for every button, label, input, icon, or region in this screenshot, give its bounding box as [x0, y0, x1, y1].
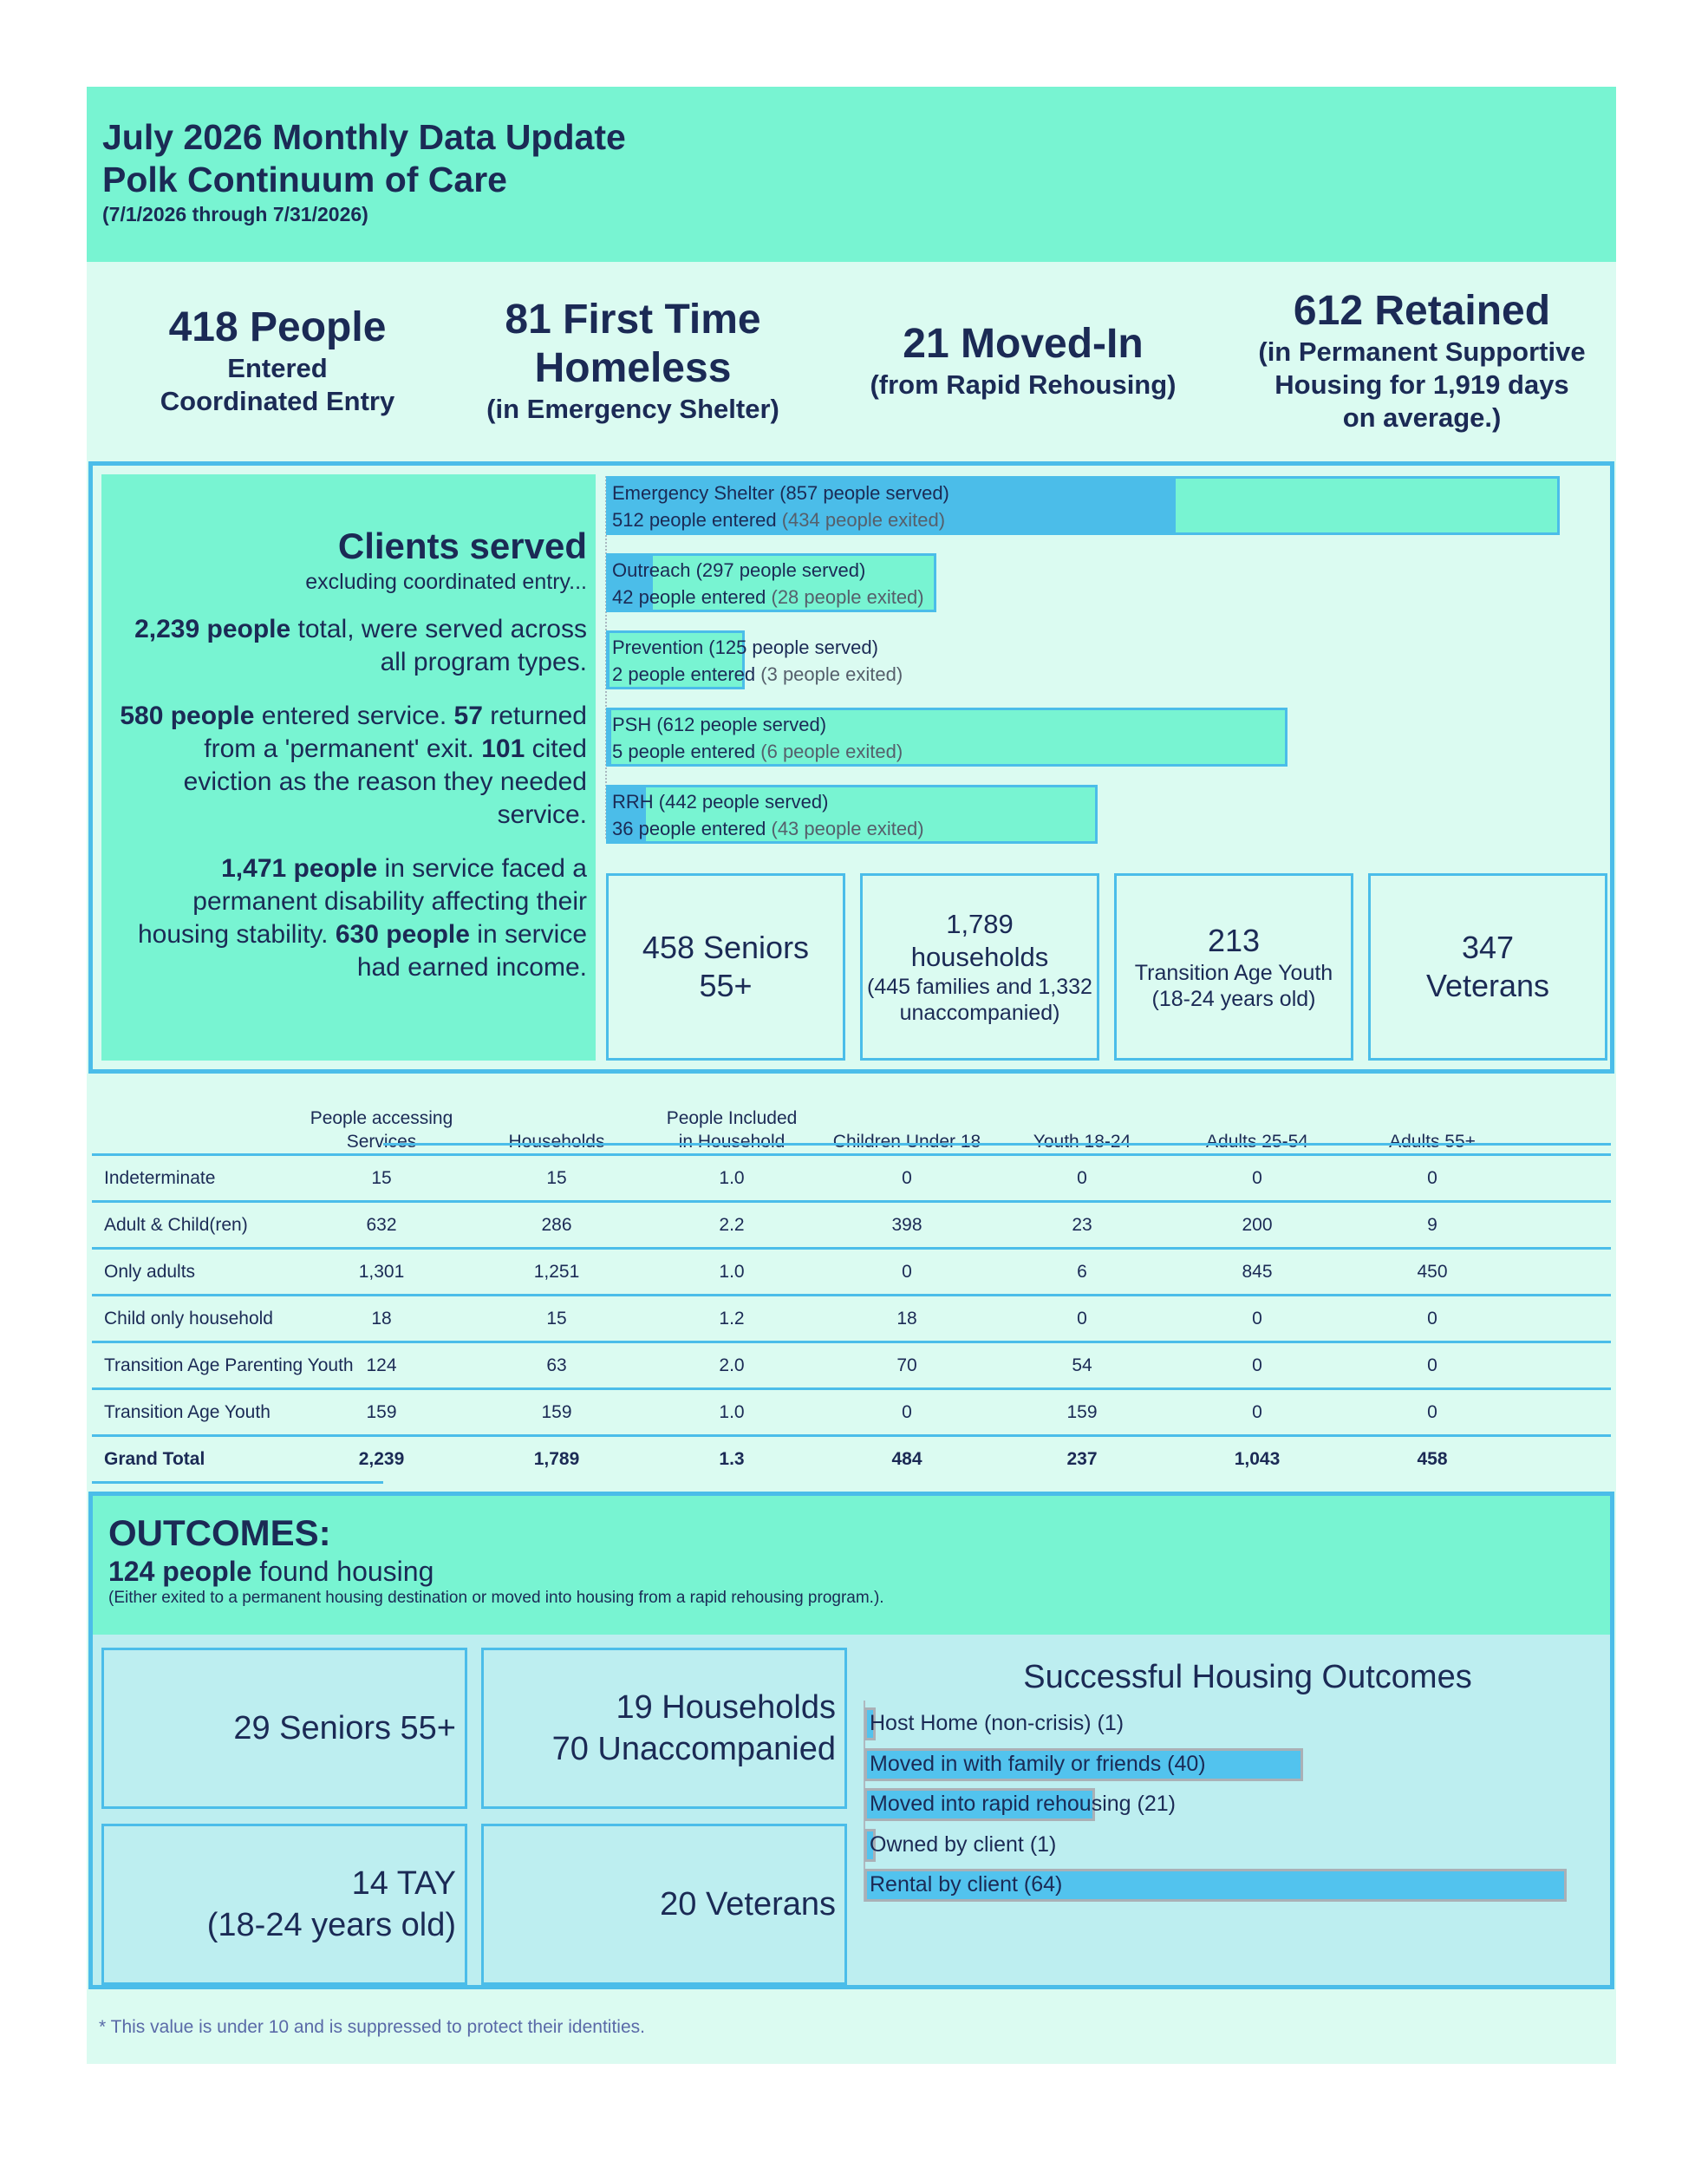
table-cell: 70 — [896, 1355, 917, 1375]
stat-line: 1,789 — [946, 909, 1014, 939]
table-row — [92, 1341, 1611, 1387]
table-cell: 159 — [366, 1402, 397, 1422]
table-row — [92, 1294, 1611, 1341]
stat-line: Veterans — [1425, 968, 1550, 1003]
kpi-row — [87, 262, 1616, 460]
bar-label — [612, 557, 924, 610]
bar-served-label: Emergency Shelter (857 people served) — [612, 482, 949, 504]
table-cell: 1.0 — [719, 1168, 745, 1188]
table-cell: 0 — [1252, 1309, 1262, 1329]
clients-served-summary — [101, 474, 596, 1061]
stat-line: 55+ — [699, 968, 753, 1003]
program-bar-outreach — [606, 553, 936, 612]
outcome-line: 70 Unaccompanied — [551, 1731, 836, 1767]
table-header-rule — [383, 1143, 1611, 1146]
table-cell: 0 — [902, 1262, 912, 1282]
outcome-tay — [101, 1824, 467, 1985]
kpi-moved-in — [850, 262, 1196, 460]
kpi-retained — [1231, 262, 1613, 460]
stat-line: 458 Seniors — [642, 930, 810, 965]
table-cell: 632 — [366, 1215, 397, 1235]
bar-label — [612, 711, 903, 765]
outcomes-header — [93, 1496, 1610, 1635]
table-row-label: Adult & Child(ren) — [104, 1215, 248, 1235]
org-name: Polk Continuum of Care — [102, 160, 507, 199]
outcome-line: 20 Veterans — [660, 1886, 836, 1923]
table-cell: 18 — [371, 1309, 392, 1329]
table-cell: 286 — [541, 1215, 572, 1235]
program-bar-prevention — [606, 630, 903, 689]
kpi-value: 418 People — [168, 304, 387, 350]
table-cell: 0 — [1077, 1168, 1087, 1188]
footnote: * This value is under 10 and is suppressed to protect their identities. — [99, 2017, 645, 2037]
table-cell: 398 — [891, 1215, 922, 1235]
table-cell: 15 — [546, 1309, 567, 1329]
stat-households — [860, 873, 1099, 1061]
table-header-cell: Adults 55+ — [1389, 1132, 1476, 1152]
table-row-label: Child only household — [104, 1309, 273, 1329]
clients-served-heading: Clients served — [337, 526, 587, 566]
bar-served-label: Outreach (297 people served) — [612, 559, 866, 581]
outcome-line: 19 Households — [616, 1689, 836, 1726]
kpi-caption: Entered Coordinated Entry — [160, 353, 395, 416]
outcome-line: 14 TAY — [351, 1865, 456, 1902]
table-cell: 845 — [1242, 1262, 1273, 1282]
table-cell: 2.0 — [719, 1355, 745, 1375]
table-cell: 0 — [1427, 1355, 1437, 1375]
table-cell: 159 — [1066, 1402, 1098, 1422]
outcomes-panel — [88, 1492, 1614, 1989]
table-cell: 15 — [371, 1168, 392, 1188]
program-bar-psh — [606, 708, 1288, 767]
clients-served-subheading: excluding coordinated entry... — [305, 570, 587, 594]
kpi-caption: (from Rapid Rehousing) — [870, 369, 1177, 400]
table-cell: 0 — [1252, 1402, 1262, 1422]
stat-veterans — [1368, 873, 1607, 1061]
program-bar-emergency-shelter — [606, 476, 1560, 535]
outcomes-note: (Either exited to a permanent housing destination or moved into housing from a rapid rehousing program.). — [108, 1589, 884, 1607]
table-cell: 15 — [546, 1168, 567, 1188]
table-cell: 159 — [541, 1402, 572, 1422]
kpi-first-time-homeless — [468, 262, 798, 460]
table-row-label: Only adults — [104, 1262, 196, 1282]
housing-bar-label: Moved into rapid rehousing (21) — [870, 1792, 1176, 1816]
kpi-value: 81 First Time Homeless — [505, 297, 761, 391]
outcome-line: 29 Seniors 55+ — [233, 1710, 456, 1746]
outcome-veterans — [481, 1824, 847, 1985]
table-cell: 1,043 — [1234, 1449, 1281, 1469]
bar-label — [612, 788, 924, 842]
stat-line: households — [910, 942, 1049, 972]
table-cell: 0 — [1427, 1309, 1437, 1329]
table-cell: 54 — [1072, 1355, 1092, 1375]
table-cell: 200 — [1242, 1215, 1273, 1235]
table-row-label: Indeterminate — [104, 1168, 216, 1188]
table-cell: 0 — [1252, 1355, 1262, 1375]
housing-bar-label: Host Home (non-crisis) (1) — [870, 1711, 1125, 1735]
stat-line: Transition Age Youth — [1134, 961, 1333, 985]
outcomes-title: OUTCOMES: — [108, 1512, 331, 1553]
report-header — [87, 87, 1616, 262]
stat-line: (18-24 years old) — [1151, 987, 1316, 1011]
table-cell: 484 — [891, 1449, 922, 1469]
table-cell: 23 — [1072, 1215, 1092, 1235]
bar-served-label: RRH (442 people served) — [612, 791, 829, 813]
stat-seniors — [606, 873, 845, 1061]
report-page — [87, 87, 1616, 2064]
report-title: July 2026 Monthly Data Update — [102, 117, 626, 157]
summary-disability: 1,471 people in service faced a permanent disability affecting their housing stability. 630 people in service had earned income. — [137, 854, 587, 982]
stat-line: 347 — [1461, 930, 1515, 965]
table-row — [92, 1387, 1611, 1434]
bar-entered-label: 36 people entered (43 people exited) — [612, 818, 924, 839]
table-cell: 0 — [1427, 1168, 1437, 1188]
table-row — [92, 1200, 1611, 1247]
outcome-seniors — [101, 1648, 467, 1809]
program-bar-rrh — [606, 785, 1098, 844]
bar-entered-label: 512 people entered (434 people exited) — [612, 509, 946, 531]
table-row-label: Transition Age Youth — [104, 1402, 271, 1422]
housing-bar-label: Moved in with family or friends (40) — [870, 1751, 1206, 1776]
table-bottom-rule — [92, 1481, 383, 1484]
housing-bar-label: Owned by client (1) — [870, 1831, 1057, 1857]
summary-total: 2,239 people total, were served across all program types. — [134, 615, 587, 676]
table-cell: 1,251 — [533, 1262, 580, 1282]
table-header-cell: Adults 25-54 — [1206, 1132, 1308, 1152]
clients-served-panel — [88, 461, 1614, 1074]
summary-entered: 580 people entered service. 57 returned from a 'permanent' exit. 101 cited eviction as the reason they needed service. — [120, 702, 587, 829]
table-cell: 2.2 — [719, 1215, 745, 1235]
bar-entered-label: 42 people entered (28 people exited) — [612, 586, 924, 608]
bar-entered-label: 2 people entered (3 people exited) — [612, 663, 903, 685]
table-header-cell: Households — [508, 1132, 605, 1152]
table-cell: 0 — [902, 1402, 912, 1422]
bar-entered — [606, 630, 610, 689]
table-cell: 1.2 — [719, 1309, 745, 1329]
table-cell: 124 — [366, 1355, 397, 1375]
table-cell: 1.0 — [719, 1262, 745, 1282]
kpi-caption: (in Permanent Supportive Housing for 1,919 days on average.) — [1258, 336, 1586, 433]
table-cell: 0 — [902, 1168, 912, 1188]
outcome-households — [481, 1648, 847, 1809]
table-header-cell: People Included in Household — [666, 1108, 798, 1152]
table-cell: 63 — [546, 1355, 567, 1375]
stat-tay — [1114, 873, 1353, 1061]
table-cell: 0 — [1077, 1309, 1087, 1329]
outcome-line: (18-24 years old) — [206, 1907, 456, 1943]
kpi-value: 612 Retained — [1293, 288, 1551, 334]
table-cell: 1.0 — [719, 1402, 745, 1422]
bar-label — [612, 634, 903, 688]
table-row-label: Transition Age Parenting Youth — [104, 1355, 354, 1375]
bar-entered-label: 5 people entered (6 people exited) — [612, 741, 903, 762]
table-cell: 1,301 — [358, 1262, 405, 1282]
table-row — [92, 1153, 1611, 1200]
table-row — [92, 1247, 1611, 1294]
table-cell: 1,789 — [533, 1449, 580, 1469]
table-cell: 0 — [1252, 1168, 1262, 1188]
kpi-value: 21 Moved-In — [903, 321, 1144, 367]
report-period: (7/1/2026 through 7/31/2026) — [102, 203, 368, 225]
table-cell: 18 — [896, 1309, 917, 1329]
table-cell: 237 — [1066, 1449, 1098, 1469]
housing-outcomes-title: Successful Housing Outcomes — [1023, 1659, 1472, 1695]
outcomes-found-housing: 124 people found housing — [108, 1556, 434, 1587]
table-cell: 0 — [1427, 1402, 1437, 1422]
housing-bar-label: Rental by client (64) — [870, 1872, 1063, 1897]
stat-line: 213 — [1207, 923, 1261, 958]
stat-line: (445 families and 1,332 unaccompanied) — [867, 975, 1092, 1025]
table-header-cell: Youth 18-24 — [1033, 1132, 1131, 1152]
table-cell: 450 — [1417, 1262, 1448, 1282]
bar-served-label: Prevention (125 people served) — [612, 637, 878, 658]
table-cell: 6 — [1077, 1262, 1087, 1282]
bar-served-label: PSH (612 people served) — [612, 714, 827, 735]
bar-label — [612, 480, 949, 533]
table-header-cell: People accessing Services — [310, 1108, 453, 1152]
table-row — [92, 1434, 1611, 1481]
table-cell: 458 — [1417, 1449, 1448, 1469]
table-cell: 1.3 — [719, 1449, 745, 1469]
bar-entered — [606, 708, 611, 767]
kpi-entered-ce — [121, 262, 434, 460]
table-row-label: Grand Total — [104, 1449, 205, 1469]
table-cell: 9 — [1427, 1215, 1437, 1235]
table-cell: 2,239 — [358, 1449, 405, 1469]
household-table — [92, 1100, 1611, 1481]
table-header-cell: Children Under 18 — [832, 1132, 981, 1152]
kpi-caption: (in Emergency Shelter) — [486, 394, 779, 424]
